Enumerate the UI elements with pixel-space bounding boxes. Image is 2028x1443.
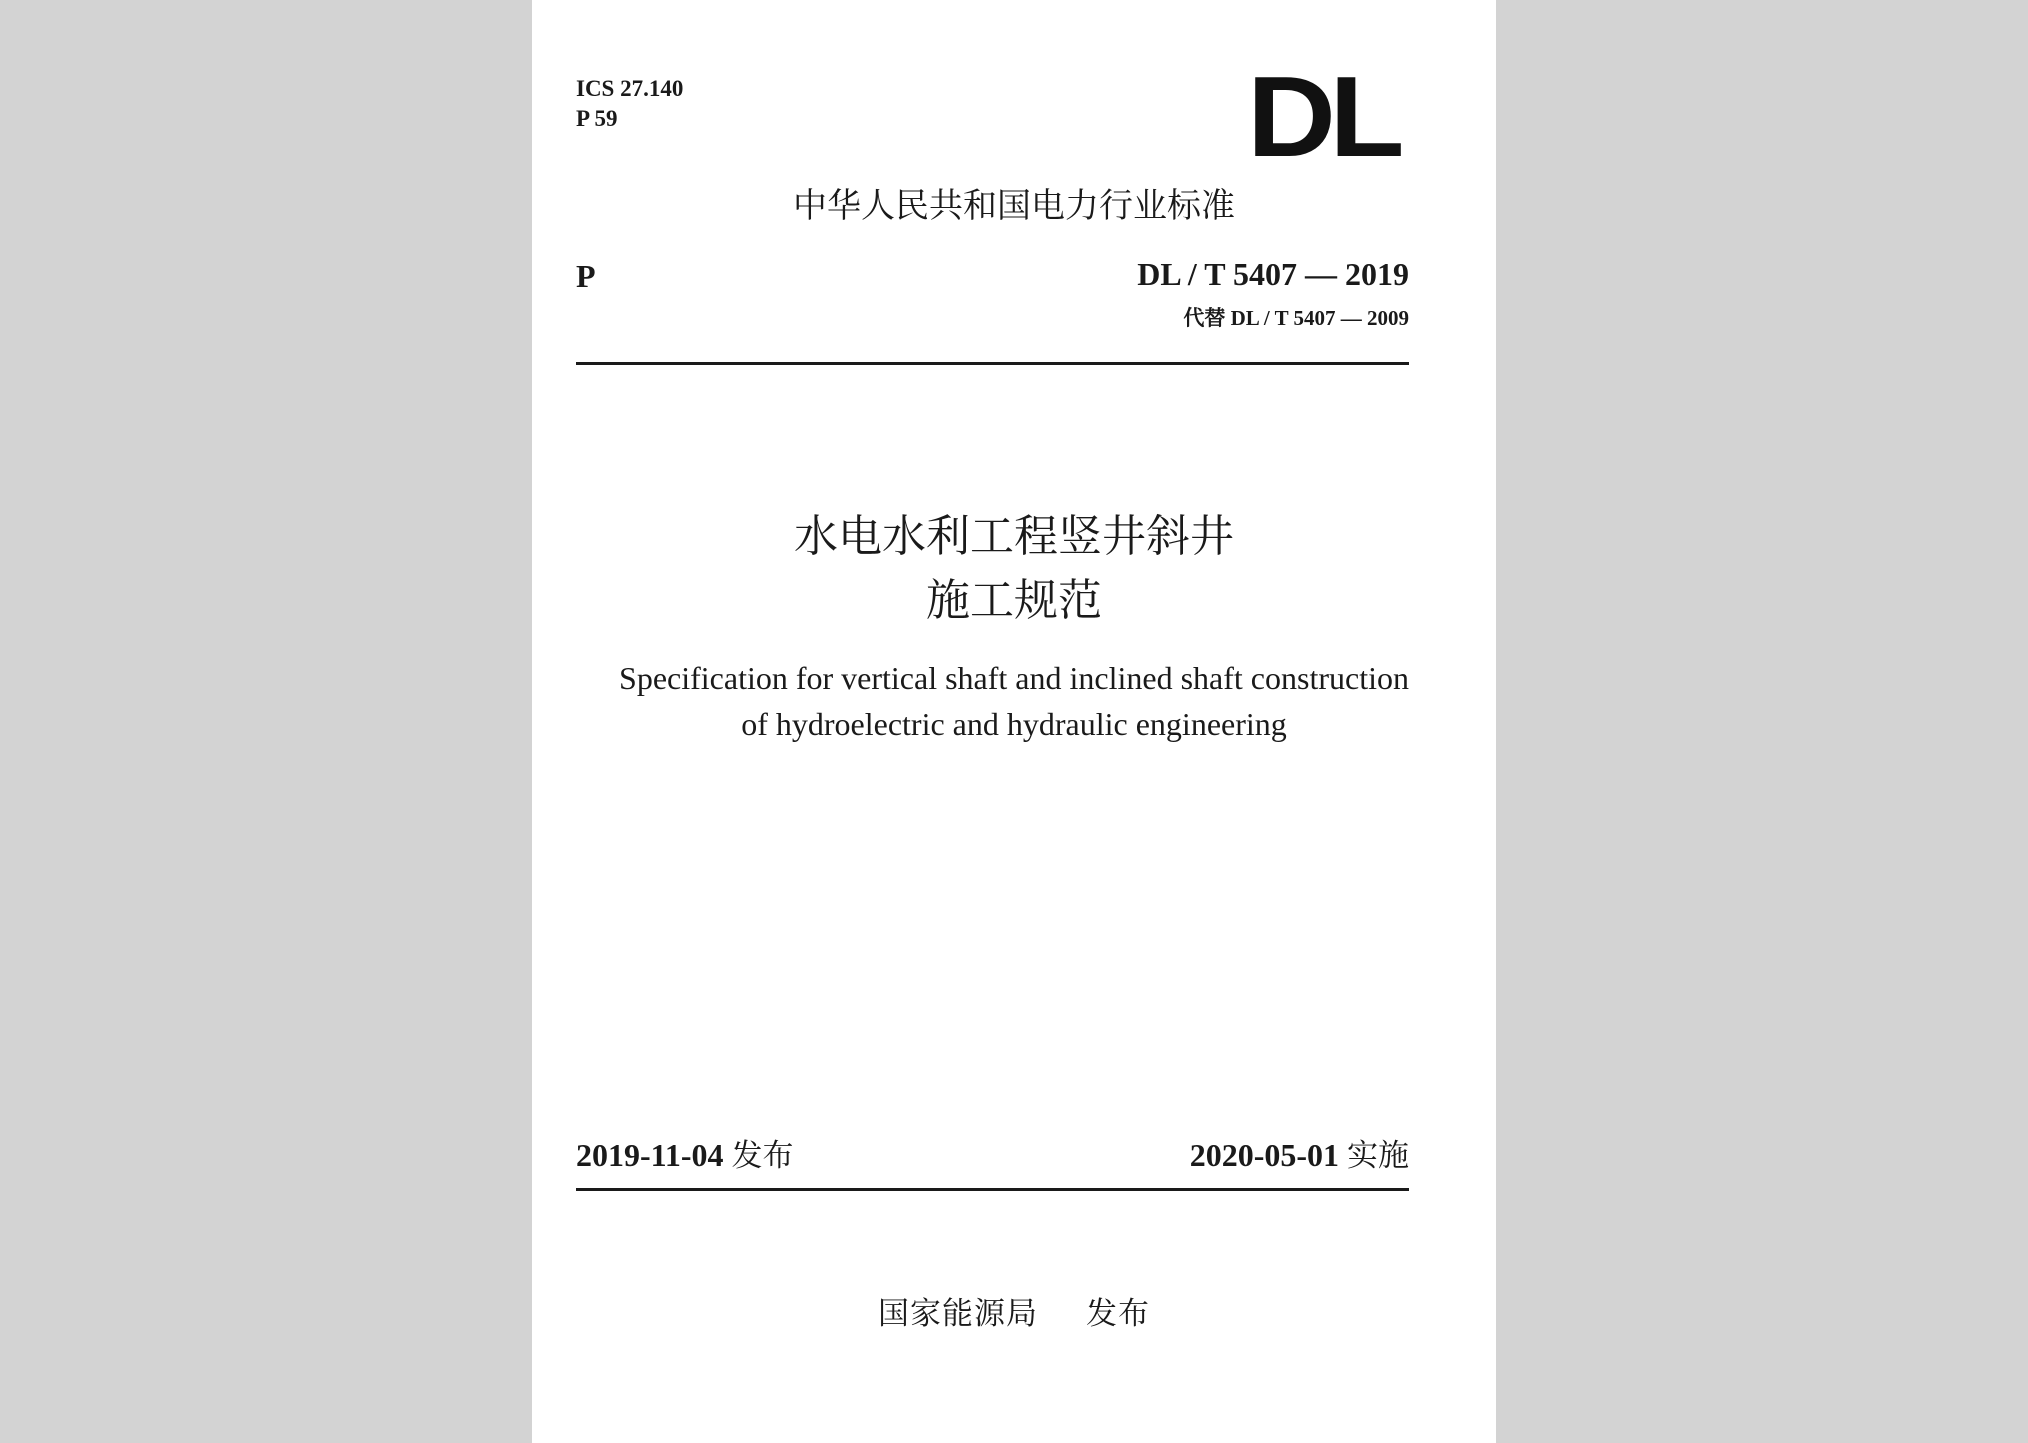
replaces-note: 代替 DL / T 5407 — 2009 (1183, 306, 1409, 330)
bottom-divider (576, 1188, 1409, 1191)
industry-title: 中华人民共和国电力行业标准 (793, 186, 1235, 226)
publisher-action: 发布 (1086, 1296, 1150, 1332)
category-letter: P (576, 258, 596, 294)
effective-date-block (1190, 1130, 1409, 1175)
classification-code: P 59 (576, 106, 618, 131)
ics-code: ICS 27.140 (576, 76, 684, 101)
title-en-line-2: of hydroelectric and hydraulic engineering (741, 706, 1287, 742)
document-page (532, 0, 1496, 1443)
effective-label: 实施 (1347, 1138, 1409, 1174)
title-en-line-1: Specification for vertical shaft and inclined shaft construction (619, 660, 1409, 696)
title-cn-line-2: 施工规范 (926, 575, 1102, 626)
dl-logo: DL (1247, 54, 1399, 181)
publisher-name: 国家能源局 (878, 1296, 1038, 1332)
issue-date-block (576, 1130, 794, 1175)
publisher-line (532, 1288, 1496, 1333)
title-cn-line-1: 水电水利工程竖井斜井 (794, 511, 1234, 562)
effective-date: 2020-05-01 (1189, 1137, 1339, 1173)
issue-date: 2019-11-04 (576, 1137, 724, 1173)
standard-number: DL / T 5407 — 2019 (1137, 256, 1409, 292)
top-divider (576, 362, 1409, 365)
issue-label: 发布 (731, 1138, 794, 1174)
ics-block (576, 74, 683, 134)
